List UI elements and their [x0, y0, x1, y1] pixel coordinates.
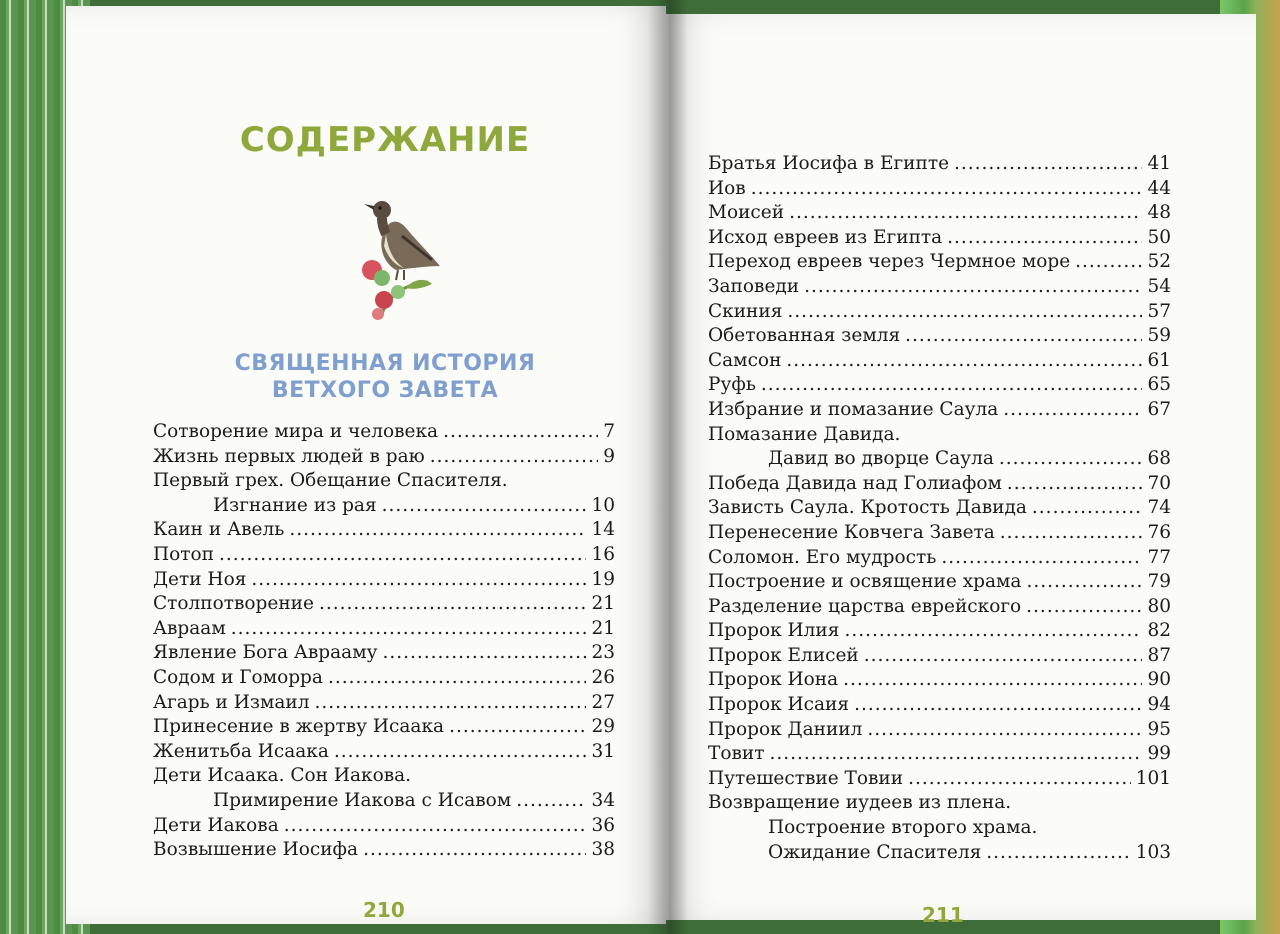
toc-entry: [708, 275, 1171, 300]
toc-entry: [153, 715, 615, 740]
toc-entry-page: 99: [1147, 743, 1171, 765]
toc-entry: [708, 472, 1171, 497]
toc-entry-page: 14: [591, 519, 615, 541]
toc-leader-dots: [319, 592, 587, 617]
toc-entry-page: 29: [591, 716, 615, 738]
toc-entry: [708, 177, 1171, 202]
toc-entry: [708, 152, 1171, 177]
toc-leader-dots: [789, 201, 1142, 226]
toc-entry-title: Дети Ноя: [153, 568, 247, 590]
toc-entry-page: 10: [591, 494, 615, 516]
toc-entry-title: Переход евреев через Чермное море: [708, 251, 1071, 273]
toc-entry: [153, 420, 615, 445]
toc-entry-title: Дети Иакова: [153, 814, 279, 836]
toc-leader-dots: [999, 447, 1143, 472]
toc-entry-page: 77: [1147, 546, 1171, 568]
toc-leader-dots: [284, 814, 587, 839]
book-spine-shadow: [648, 0, 688, 934]
toc-entry-title: Пророк Иона: [708, 669, 839, 691]
toc-entry: [153, 740, 615, 765]
toc-entry-title: Моисей: [708, 202, 785, 224]
toc-entry-title: Первый грех. Обещание Спасителя.: [153, 470, 508, 492]
toc-entry: [153, 469, 615, 494]
toc-entry-title: Женитьба Исаака: [153, 740, 329, 762]
toc-entry: [708, 324, 1171, 349]
toc-entry-page: 101: [1135, 767, 1171, 789]
toc-entry-title: Столпотворение: [153, 593, 314, 615]
toc-entry: [708, 226, 1171, 251]
toc-entry-page: 31: [591, 740, 615, 762]
toc-entry: [708, 816, 1171, 841]
toc-entry: [153, 543, 615, 568]
toc-entry: [153, 666, 615, 691]
toc-entry-title: Изгнание из рая: [213, 494, 377, 516]
toc-entry-page: 87: [1147, 644, 1171, 666]
toc-entry-title: Построение и освящение храма: [708, 571, 1022, 593]
toc-entry: [708, 546, 1171, 571]
toc-entry-page: 36: [591, 814, 615, 836]
toc-leader-dots: [1032, 496, 1143, 521]
toc-entry-page: 90: [1147, 669, 1171, 691]
toc-leader-dots: [314, 691, 586, 716]
toc-leader-dots: [954, 152, 1142, 177]
toc-entry: [708, 742, 1171, 767]
toc-leader-dots: [363, 838, 586, 863]
toc-leader-dots: [443, 420, 598, 445]
toc-leader-dots: [843, 668, 1142, 693]
toc-leader-dots: [941, 546, 1142, 571]
toc-entry-page: 50: [1147, 226, 1171, 248]
toc-leader-dots: [1026, 570, 1142, 595]
contents-title: СОДЕРЖАНИЕ: [239, 120, 531, 160]
toc-entry-page: 70: [1147, 472, 1171, 494]
toc-leader-dots: [516, 789, 586, 814]
page-number-right: 211: [922, 903, 964, 927]
toc-entry: [708, 300, 1171, 325]
toc-entry: [153, 764, 615, 789]
toc-entry-title: Победа Давида над Голиафом: [708, 472, 1002, 494]
toc-leader-dots: [1026, 595, 1142, 620]
toc-entry-title: Принесение в жертву Исаака: [153, 716, 445, 738]
toc-entry: [708, 644, 1171, 669]
toc-entry-title: Помазание Давида.: [708, 423, 901, 445]
toc-leader-dots: [328, 666, 587, 691]
toc-entry-title: Пророк Илия: [708, 620, 840, 642]
toc-entry-title: Дети Исаака. Сон Иакова.: [153, 765, 412, 787]
toc-entry-page: 26: [591, 666, 615, 688]
toc-entry-title: Заповеди: [708, 275, 800, 297]
toc-entry-title: Давид во дворце Саула: [768, 448, 994, 470]
toc-entry-page: 103: [1135, 841, 1171, 863]
toc-entry: [153, 518, 615, 543]
toc-leader-dots: [1007, 472, 1143, 497]
toc-entry-page: 21: [591, 617, 615, 639]
toc-entry: [708, 718, 1171, 743]
toc-entry-title: Руфь: [708, 374, 756, 396]
toc-leader-dots: [231, 617, 587, 642]
toc-leader-dots: [1000, 521, 1143, 546]
toc-leader-dots: [382, 494, 587, 519]
toc-leader-dots: [289, 518, 586, 543]
toc-entry: [708, 201, 1171, 226]
toc-leader-dots: [786, 349, 1142, 374]
toc-entry: [708, 521, 1171, 546]
toc-entry: [153, 592, 615, 617]
toc-entry-title: Возвращение иудеев из плена.: [708, 792, 1012, 814]
toc-entry-title: Пророк Елисей: [708, 644, 859, 666]
toc-leader-dots: [751, 177, 1143, 202]
toc-entry: [708, 767, 1171, 792]
toc-leader-dots: [761, 373, 1143, 398]
toc-entry: [708, 668, 1171, 693]
toc-entry-page: 27: [591, 691, 615, 713]
toc-entry-page: 76: [1147, 521, 1171, 543]
toc-leader-dots: [1003, 398, 1142, 423]
toc-entry: [153, 691, 615, 716]
toc-leader-dots: [769, 742, 1142, 767]
toc-entry-page: 19: [591, 568, 615, 590]
toc-entry: [708, 447, 1171, 472]
toc-entry: [708, 250, 1171, 275]
toc-entry-title: Разделение царства еврейского: [708, 595, 1022, 617]
toc-entry-title: Авраам: [153, 617, 226, 639]
toc-leader-dots: [787, 300, 1142, 325]
toc-entry-title: Обетованная земля: [708, 325, 901, 347]
toc-entry-page: 67: [1147, 398, 1171, 420]
toc-entry-page: 94: [1147, 694, 1171, 716]
toc-leader-dots: [219, 543, 586, 568]
toc-entry-page: 48: [1147, 202, 1171, 224]
toc-entry-page: 9: [603, 445, 615, 467]
toc-entry-title: Примирение Иакова с Исавом: [213, 789, 512, 811]
toc-entry-title: Путешествие Товии: [708, 767, 904, 789]
toc-leader-dots: [986, 841, 1130, 866]
toc-entry: [153, 789, 615, 814]
toc-entry-page: 16: [591, 543, 615, 565]
toc-entry: [708, 791, 1171, 816]
toc-entry-page: 65: [1147, 374, 1171, 396]
toc-entry-title: Пророк Исаия: [708, 694, 850, 716]
toc-entry: [708, 349, 1171, 374]
toc-entry-page: 52: [1147, 251, 1171, 273]
toc-leader-dots: [430, 445, 598, 470]
toc-entry-page: 38: [591, 839, 615, 861]
toc-entry: [708, 570, 1171, 595]
toc-entry: [153, 814, 615, 839]
toc-entry-page: 74: [1147, 497, 1171, 519]
toc-entry-title: Потоп: [153, 543, 214, 565]
toc-entry-title: Пророк Даниил: [708, 718, 863, 740]
toc-entry: [153, 838, 615, 863]
toc-leader-dots: [867, 718, 1142, 743]
toc-entry-title: Агарь и Измаил: [153, 691, 310, 713]
toc-entry-page: 61: [1147, 349, 1171, 371]
toc-entry-title: Товит: [708, 743, 765, 765]
toc-entry-title: Братья Иосифа в Египте: [708, 153, 950, 174]
toc-entry-page: 44: [1147, 177, 1171, 199]
toc-entry-title: Избрание и помазание Саула: [708, 398, 999, 420]
toc-entry-title: Перенесение Ковчега Завета: [708, 521, 995, 543]
toc-leader-dots: [864, 644, 1143, 669]
toc-entry-page: 7: [603, 421, 615, 442]
toc-entry-page: 68: [1147, 448, 1171, 470]
section-title: [150, 350, 620, 404]
toc-entry-page: 95: [1147, 718, 1171, 740]
toc-entry-page: 82: [1147, 620, 1171, 642]
section-title-line-1: СВЯЩЕННАЯ ИСТОРИЯ: [234, 351, 536, 376]
toc-entry-page: 80: [1147, 595, 1171, 617]
toc-leader-dots: [449, 715, 586, 740]
toc-entry-title: Самсон: [708, 349, 782, 371]
toc-entry: [708, 496, 1171, 521]
toc-entry-title: Возвышение Иосифа: [153, 839, 359, 861]
toc-entry-title: Иов: [708, 177, 746, 199]
toc-entry: [708, 619, 1171, 644]
toc-leader-dots: [844, 619, 1142, 644]
toc-entry: [153, 445, 615, 470]
toc-leader-dots: [804, 275, 1142, 300]
toc-entry: [708, 841, 1171, 866]
toc-entry: [708, 693, 1171, 718]
toc-entry-title: Исход евреев из Египта: [708, 226, 943, 248]
toc-entry-title: Зависть Саула. Кротость Давида: [708, 497, 1027, 519]
page-number-left: 210: [363, 898, 405, 922]
toc-leader-dots: [382, 641, 586, 666]
toc-list-right: [708, 152, 1171, 865]
toc-entry-title: Жизнь первых людей в раю: [153, 445, 425, 467]
toc-entry: [153, 494, 615, 519]
section-title-line-2: ВЕТХОГО ЗАВЕТА: [271, 378, 499, 403]
toc-leader-dots: [947, 226, 1142, 251]
bird-on-branch-icon: [352, 196, 444, 322]
toc-entry-page: 34: [591, 789, 615, 811]
toc-entry-title: Построение второго храма.: [768, 817, 1038, 839]
toc-leader-dots: [1075, 250, 1142, 275]
toc-leader-dots: [908, 767, 1131, 792]
toc-entry-page: 54: [1147, 275, 1171, 297]
toc-entry-title: Скиния: [708, 300, 783, 322]
toc-entry: [708, 595, 1171, 620]
toc-list-left: [153, 420, 615, 863]
toc-entry: [153, 617, 615, 642]
toc-entry-title: Явление Бога Аврааму: [153, 642, 378, 664]
toc-entry-page: 79: [1147, 571, 1171, 593]
toc-entry: [708, 398, 1171, 423]
toc-entry-title: Каин и Авель: [153, 519, 285, 541]
toc-entry: [153, 568, 615, 593]
toc-leader-dots: [251, 568, 586, 593]
toc-entry: [708, 423, 1171, 448]
toc-entry-page: 21: [591, 593, 615, 615]
toc-entry: [708, 373, 1171, 398]
toc-leader-dots: [854, 693, 1142, 718]
toc-entry-title: Сотворение мира и человека: [153, 421, 439, 442]
toc-entry-page: 59: [1147, 325, 1171, 347]
toc-leader-dots: [905, 324, 1142, 349]
toc-entry-title: Содом и Гоморра: [153, 666, 323, 688]
toc-entry-page: 23: [591, 642, 615, 664]
toc-entry-page: 41: [1147, 153, 1171, 174]
toc-entry-title: Соломон. Его мудрость: [708, 546, 937, 568]
toc-entry-page: 57: [1147, 300, 1171, 322]
toc-leader-dots: [334, 740, 587, 765]
toc-entry: [153, 641, 615, 666]
toc-entry-title: Ожидание Спасителя: [768, 841, 982, 863]
